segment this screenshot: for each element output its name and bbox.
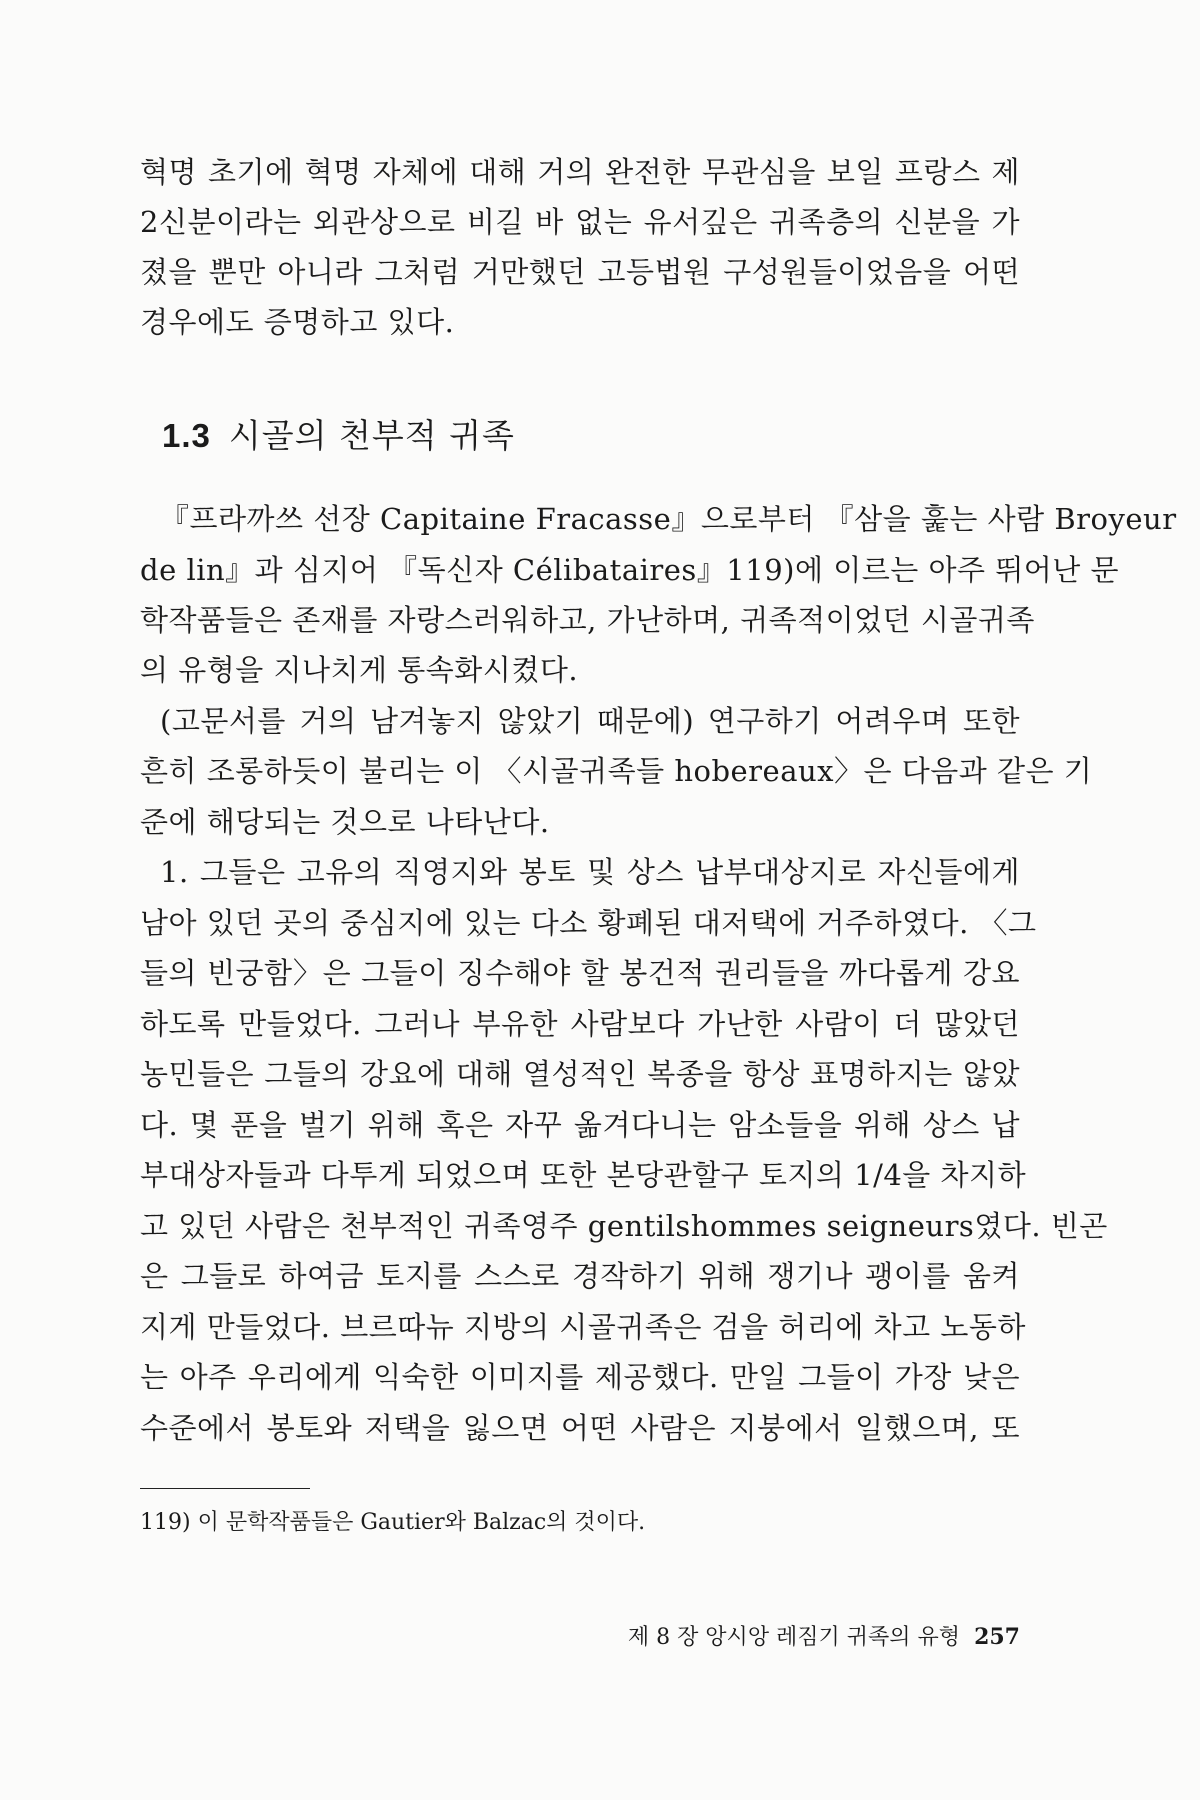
footnote: 119) 이 문학작품들은 Gautier와 Balzac의 것이다. bbox=[140, 1510, 646, 1535]
text-line: de lin』과 심지어 『독신자 Célibataires』119)에 이르는 아주 뛰어난 문 bbox=[140, 553, 1119, 587]
text-line: 흔히 조롱하듯이 불리는 이 〈시골귀족들 hobereaux〉은 다음과 같은 기 bbox=[140, 754, 1093, 788]
text-line: 고 있던 사람은 천부적인 귀족영주 gentilshommes seigneurs였다. 빈곤 bbox=[140, 1209, 1108, 1243]
text-line: 학작품들은 존재를 자랑스러워하고, 가난하며, 귀족적이었던 시골귀족 bbox=[140, 603, 1035, 637]
text-line: 부대상자들과 다투게 되었으며 또한 본당관할구 토지의 1/4을 차지하 bbox=[140, 1158, 1027, 1192]
text-line: 농민들은 그들의 강요에 대해 열성적인 복종을 항상 표명하지는 않았 bbox=[140, 1057, 1020, 1091]
section-heading bbox=[162, 412, 515, 460]
page-number: 257 bbox=[974, 1624, 1020, 1650]
text-line: 혁명 초기에 혁명 자체에 대해 거의 완전한 무관심을 보일 프랑스 제 bbox=[140, 155, 1020, 189]
text-line: 『프라까쓰 선장 Capitaine Fracasse』으로부터 『삼을 훑는 사람 Broyeur bbox=[160, 502, 1177, 536]
text-line: 남아 있던 곳의 중심지에 있는 다소 황폐된 대저택에 거주하였다. 〈그 bbox=[140, 906, 1037, 940]
text-line: 수준에서 봉토와 저택을 잃으면 어떤 사람은 지붕에서 일했으며, 또 bbox=[140, 1411, 1020, 1445]
text-line: 지게 만들었다. 브르따뉴 지방의 시골귀족은 검을 허리에 차고 노동하 bbox=[140, 1310, 1026, 1344]
text-line: (고문서를 거의 남겨놓지 않았기 때문에) 연구하기 어려우며 또한 bbox=[160, 704, 1020, 738]
text-line: 2신분이라는 외관상으로 비길 바 없는 유서깊은 귀족층의 신분을 가 bbox=[140, 205, 1020, 239]
text-line: 1. 그들은 고유의 직영지와 봉토 및 상스 납부대상지로 자신들에게 bbox=[160, 855, 1020, 889]
text-line: 준에 해당되는 것으로 나타난다. bbox=[140, 805, 550, 839]
footnote-divider bbox=[140, 1488, 310, 1489]
text-line: 졌을 뿐만 아니라 그처럼 거만했던 고등법원 구성원들이었음을 어떤 bbox=[140, 255, 1020, 289]
text-line: 는 아주 우리에게 익숙한 이미지를 제공했다. 만일 그들이 가장 낮은 bbox=[140, 1360, 1020, 1394]
text-line: 의 유형을 지나치게 통속화시켰다. bbox=[140, 653, 579, 687]
text-line: 다. 몇 푼을 벌기 위해 혹은 자꾸 옮겨다니는 암소들을 위해 상스 납 bbox=[140, 1108, 1020, 1142]
running-footer bbox=[620, 1620, 1020, 1655]
text-line: 경우에도 증명하고 있다. bbox=[140, 305, 455, 339]
section-number: 1.3 bbox=[162, 417, 211, 454]
text-line: 들의 빈궁함〉은 그들이 징수해야 할 봉건적 권리들을 까다롭게 강요 bbox=[140, 956, 1020, 990]
section-title: 시골의 천부적 귀족 bbox=[228, 416, 515, 455]
text-line: 하도록 만들었다. 그러나 부유한 사람보다 가난한 사람이 더 많았던 bbox=[140, 1007, 1020, 1041]
chapter-title: 제 8 장 앙시앙 레짐기 귀족의 유형 bbox=[627, 1625, 961, 1650]
text-line: 은 그들로 하여금 토지를 스스로 경작하기 위해 쟁기나 괭이를 움켜 bbox=[140, 1259, 1020, 1293]
